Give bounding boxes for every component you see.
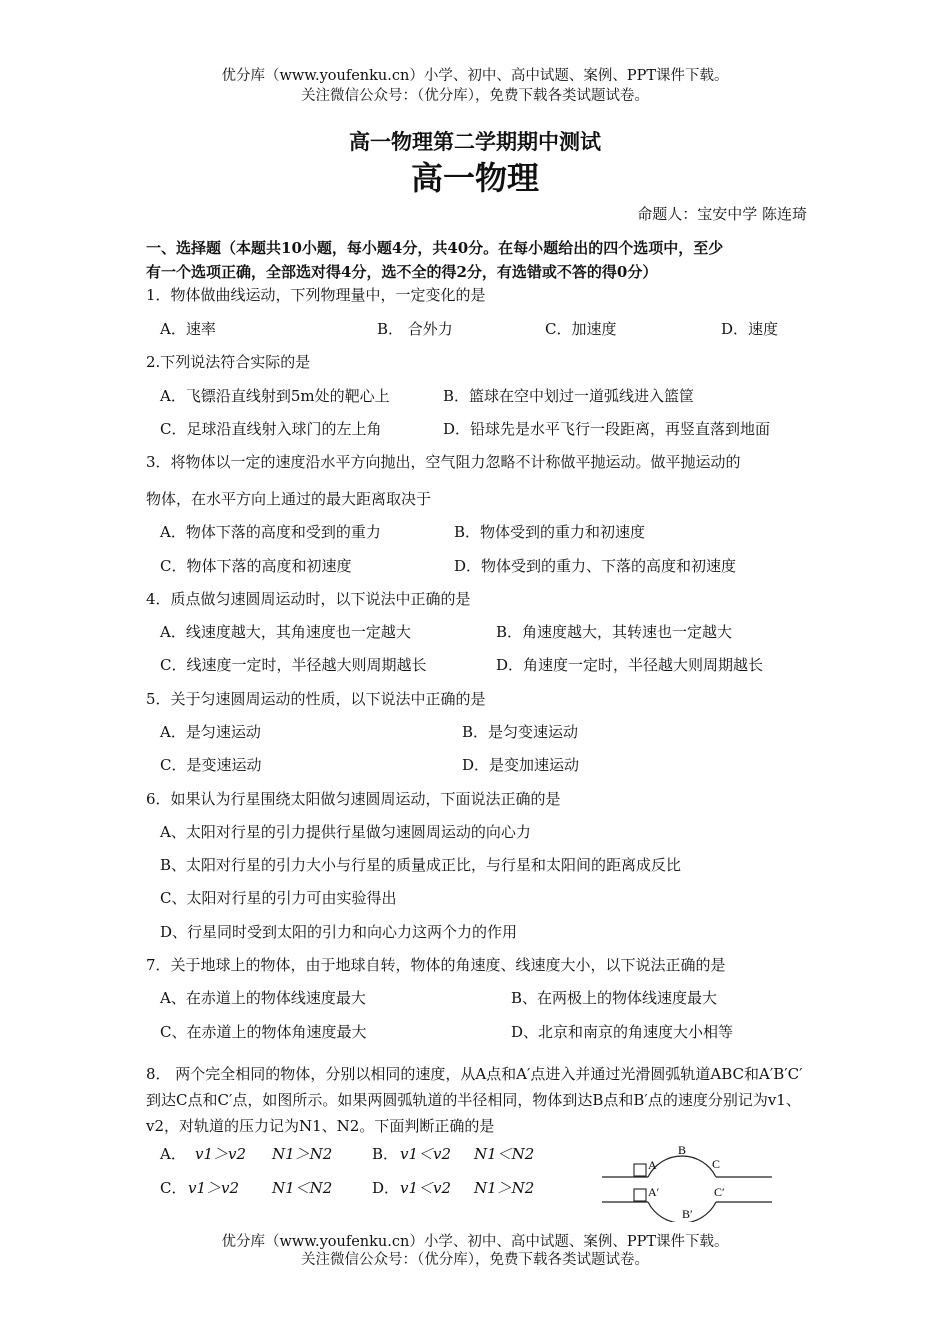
q5-option-a: A．是匀速运动 [160, 723, 261, 741]
q4-option-a: A．线速度越大，其角速度也一定越大 [160, 623, 411, 641]
q8-track-figure [598, 1140, 776, 1222]
q7-option-a: A、在赤道上的物体线速度最大 [160, 989, 366, 1007]
label-A-prime: A′ [648, 1185, 660, 1199]
q8-option-d-n: N1＞N2 [474, 1179, 535, 1197]
author-line: 命题人：宝安中学 陈连琦 [637, 205, 807, 223]
q6-option-d: D、行星同时受到太阳的引力和向心力这两个力的作用 [160, 923, 518, 941]
q2-option-d: D．铅球先是水平飞行一段距离，再竖直落到地面 [443, 420, 771, 438]
q1-option-b: B． 合外力 [377, 320, 453, 338]
q8-option-b-n: N1＜N2 [474, 1145, 535, 1163]
q5-option-d: D．是变加速运动 [462, 756, 580, 774]
q2-option-c: C．足球沿直线射入球门的左上角 [160, 420, 382, 438]
q3-stem-line-1: 3．将物体以一定的速度沿水平方向抛出，空气阻力忽略不计称做平抛运动。做平抛运动的 [146, 453, 741, 471]
q1-option-a: A．速率 [160, 320, 216, 338]
q7-option-b: B、在两极上的物体线速度最大 [511, 989, 718, 1007]
q8-option-a-label: A． [160, 1145, 186, 1163]
q8-option-c-v: v1＞v2 [188, 1179, 240, 1197]
label-B: B [678, 1143, 687, 1157]
q8-option-a-n: N1＞N2 [272, 1145, 333, 1163]
section-heading [146, 236, 812, 284]
upper-track-arc [648, 1156, 716, 1177]
q4-option-c: C．线速度一定时，半径越大则周期越长 [160, 656, 427, 674]
q3-option-c: C．物体下落的高度和初速度 [160, 557, 352, 575]
q1-option-d: D．速度 [721, 320, 779, 338]
q3-option-d: D．物体受到的重力、下落的高度和初速度 [454, 557, 737, 575]
q2-option-b: B．篮球在空中划过一道弧线进入篮筐 [443, 387, 695, 405]
header-line-2: 关注微信公众号：（优分库），免费下载各类试题试卷。 [301, 88, 649, 104]
q5-option-b: B．是匀变速运动 [462, 723, 579, 741]
q8-option-c-label: C． [160, 1179, 187, 1197]
q8-option-c-n: N1＜N2 [272, 1179, 333, 1197]
q2-option-a: A．飞镖沿直线射到5m处的靶心上 [160, 387, 390, 405]
q7-stem: 7．关于地球上的物体，由于地球自转，物体的角速度、线速度大小，以下说法正确的是 [146, 956, 726, 974]
q2-stem: 2.下列说法符合实际的是 [146, 353, 311, 371]
q7-option-d: D、北京和南京的角速度大小相等 [511, 1023, 734, 1041]
label-B-prime: B′ [682, 1207, 693, 1221]
q1-stem: 1．物体做曲线运动，下列物理量中，一定变化的是 [146, 286, 486, 304]
q4-option-d: D．角速度一定时，半径越大则周期越长 [496, 656, 764, 674]
q3-option-b: B．物体受到的重力和初速度 [454, 523, 646, 541]
label-C-prime: C′ [714, 1185, 725, 1199]
q3-option-a: A．物体下落的高度和受到的重力 [160, 523, 381, 541]
q6-option-c: C、太阳对行星的引力可由实验得出 [160, 889, 397, 907]
q6-option-a: A、太阳对行星的引力提供行星做匀速圆周运动的向心力 [160, 823, 531, 841]
lower-block [634, 1189, 646, 1201]
q5-stem: 5．关于匀速圆周运动的性质，以下说法中正确的是 [146, 690, 486, 708]
q8-option-b-v: v1＜v2 [400, 1145, 452, 1163]
q3-stem-line-2: 物体，在水平方向上通过的最大距离取决于 [146, 490, 432, 508]
header-line-1: 优分库（www.youfenku.cn）小学、初中、高中试题、案例、PPT课件下载。 [221, 68, 729, 84]
q7-option-c: C、在赤道上的物体角速度最大 [160, 1023, 367, 1041]
q8-option-d-label: D． [372, 1179, 400, 1197]
footer-line-1: 优分库（www.youfenku.cn）小学、初中、高中试题、案例、PPT课件下载。 [221, 1234, 729, 1250]
exam-title: 高一物理第二学期期中测试 [349, 129, 601, 154]
q8-stem: 8． 两个完全相同的物体，分别以相同的速度，从A点和A′点进入并通过光滑圆弧轨道ABC和A′B′C′到达C点和C′点，如图所示。如果两圆弧轨道的半径相同，物体到达B点和B′点的速度分别记为v1、v2，对轨道的压力记为N1、N2。下面判断正确的是 [146, 1065, 803, 1135]
label-A: A [648, 1158, 657, 1172]
q1-option-c: C．加速度 [545, 320, 617, 338]
q8-option-d-v: v1＜v2 [400, 1179, 452, 1197]
section-heading-line-1: 一、选择题（本题共10小题，每小题4分，共40分。在每小题给出的四个选项中，至少 [146, 239, 724, 257]
q4-stem: 4．质点做匀速圆周运动时，以下说法中正确的是 [146, 590, 471, 608]
q4-option-b: B．角速度越大，其转速也一定越大 [496, 623, 733, 641]
section-heading-line-2: 有一个选项正确，全部选对得4分，选不全的得2分，有选错或不答的得0分） [146, 263, 658, 281]
q8-option-b-label: B． [372, 1145, 399, 1163]
exam-subtitle: 高一物理 [410, 159, 539, 197]
q6-option-b: B、太阳对行星的引力大小与行星的质量成正比，与行星和太阳间的距离成反比 [160, 856, 682, 874]
upper-block [634, 1164, 646, 1176]
footer-line-2: 关注微信公众号：（优分库），免费下载各类试题试卷。 [301, 1252, 649, 1268]
q8-option-a-v: v1＞v2 [195, 1145, 247, 1163]
q6-stem: 6．如果认为行星围绕太阳做匀速圆周运动，下面说法正确的是 [146, 790, 561, 808]
q5-option-c: C．是变速运动 [160, 756, 262, 774]
label-C: C [712, 1157, 721, 1171]
